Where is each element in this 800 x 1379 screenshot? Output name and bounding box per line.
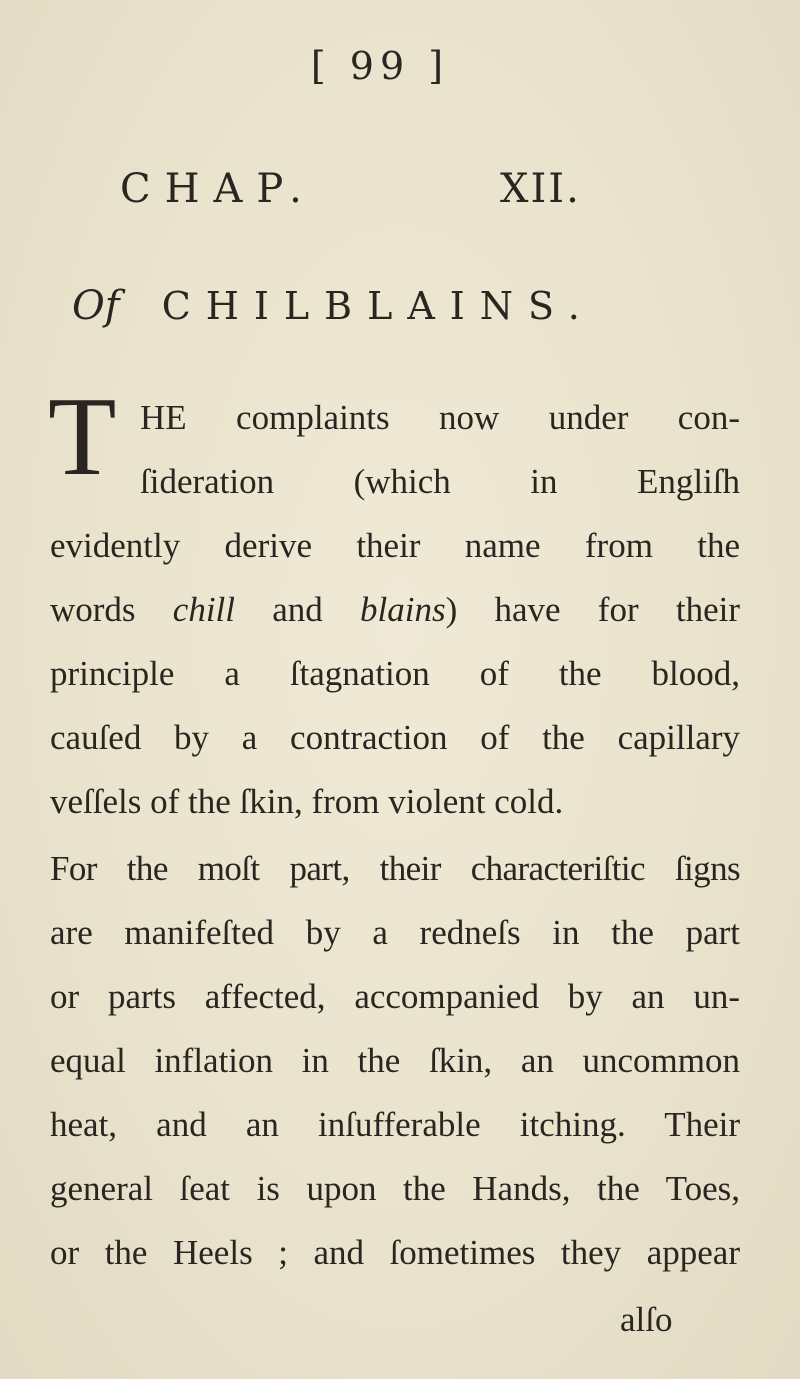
line-prefix: words bbox=[50, 590, 136, 629]
text-line: For the moſt part, their characteriſtic ſigns bbox=[50, 849, 740, 888]
line-suffix: have for their bbox=[494, 590, 740, 629]
text-line: general ſeat is upon the Hands, the Toes, bbox=[50, 1169, 740, 1208]
text-line: ſideration (which in Engliſh bbox=[140, 462, 740, 501]
text-line: equal inflation in the ſkin, an uncommon bbox=[50, 1041, 740, 1080]
text-line: veſſels of the ſkin, from violent cold. bbox=[50, 782, 564, 821]
text-line: heat, and an inſufferable itching. Their bbox=[50, 1105, 740, 1144]
italic-word-chill: chill bbox=[172, 590, 236, 629]
catchword: alſo bbox=[620, 1300, 673, 1339]
text-line: are manifeſted by a redneſs in the part bbox=[50, 913, 740, 952]
text-line-mixed: words chill and blains) have for their bbox=[50, 590, 740, 629]
subject-heading bbox=[72, 283, 722, 329]
chapter-heading bbox=[120, 166, 680, 212]
text-line: or the Heels ; and ſometimes they appear bbox=[50, 1233, 740, 1272]
chapter-label: CHAP. bbox=[120, 166, 316, 212]
text-line: principle a ſtagnation of the blood, bbox=[50, 654, 740, 693]
text-line: cauſed by a contraction of the capillary bbox=[50, 718, 740, 757]
text-line: evidently derive their name from the bbox=[50, 526, 740, 565]
text-line: HE complaints now under con- bbox=[140, 398, 740, 437]
chapter-number: XII. bbox=[500, 166, 581, 212]
italic-word-blains: blains bbox=[360, 590, 446, 629]
paragraph-1 bbox=[50, 386, 740, 834]
paragraph-2 bbox=[50, 837, 740, 1285]
page-number: [ 99 ] bbox=[310, 44, 450, 88]
subject-title: CHILBLAINS. bbox=[161, 284, 595, 328]
text-line: or parts affected, accompanied by an un- bbox=[50, 977, 740, 1016]
line-conjunction: and bbox=[272, 590, 323, 629]
subject-prefix: Of bbox=[72, 283, 120, 329]
drop-cap: T bbox=[48, 375, 117, 499]
